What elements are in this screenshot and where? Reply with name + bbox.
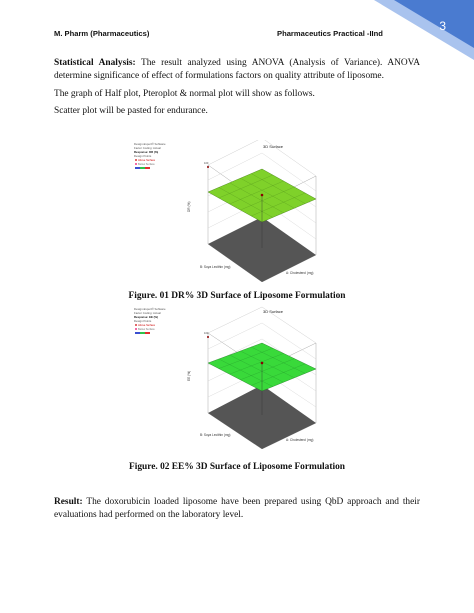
fig1-top-design-point xyxy=(207,166,209,168)
fig1-legend-response: Response: DR (%) xyxy=(134,150,159,154)
fig2-top-design-point xyxy=(207,336,209,338)
fig1-legend-above: Above Surface xyxy=(138,159,156,162)
stat-text: The result analyzed using ANOVA (Analysis of Variance). ANOVA determine significance of effect of formulations factors on quality attribute of liposome. xyxy=(54,58,420,81)
fig1-legend-gradient-mid xyxy=(140,167,145,169)
fig2-legend-gradient-high xyxy=(145,332,150,334)
fig2-legend-factor: Factor Coding: Actual xyxy=(134,311,161,315)
fig2-legend-title: Design-Expert® Software xyxy=(134,307,166,311)
figure-2-surface-plot xyxy=(126,305,342,449)
fig2-z-axis-label: EE (%) xyxy=(187,370,191,381)
fig2-x-axis-label: A: Cholesterol (mg) xyxy=(286,438,314,442)
fig1-z-axis-label: DR (%) xyxy=(187,201,191,212)
fig1-legend-below: Below Surface xyxy=(138,163,155,166)
fig2-legend-response: Response: EE (%) xyxy=(134,315,158,319)
fig2-legend-below-marker xyxy=(135,328,137,330)
fig1-legend-points: Design Points xyxy=(134,154,152,158)
fig1-legend-gradient-low xyxy=(135,167,140,169)
fig2-legend-above: Above Surface xyxy=(138,324,156,327)
fig1-x-axis-label: A: Cholesterol (mg) xyxy=(286,271,314,275)
header-left: M. Pharm (Pharmaceutics) xyxy=(54,29,150,38)
result-label: Result: xyxy=(54,497,83,507)
fig1-legend-title: Design-Expert® Software xyxy=(134,142,166,146)
fig2-legend-below: Below Surface xyxy=(138,328,155,331)
fig1-design-point xyxy=(261,194,264,197)
graph-paragraph: The graph of Half plot, Pteroplot & normal plot will show as follows. xyxy=(54,89,315,99)
fig1-legend-factor: Factor Coding: Actual xyxy=(134,146,161,150)
fig2-legend-points: Design Points xyxy=(134,319,152,323)
header-right: Pharmaceutics Practical -IInd xyxy=(277,29,383,38)
fig2-y-axis-label: B: Soya Lecithin (mg) xyxy=(200,433,231,437)
result-text: The doxorubicin loaded liposome have been prepared using QbD approach and their evaluations had performed on the laboratory level. xyxy=(54,497,420,520)
fig1-legend-below-marker xyxy=(135,163,137,165)
fig1-y-axis-label: B: Soya Lecithin (mg) xyxy=(200,265,231,269)
fig1-chart-title: 3D Surface xyxy=(263,144,284,149)
fig1-legend-gradient-high xyxy=(145,167,150,169)
fig1-z-top-label: 100 xyxy=(204,162,209,165)
scatter-paragraph: Scatter plot will be pasted for endurance. xyxy=(54,106,208,116)
fig2-chart-title: 3D Surface xyxy=(263,309,284,314)
page-number: 3 xyxy=(439,19,446,33)
figure-1-caption: Figure. 01 DR% 3D Surface of Liposome Formulation xyxy=(128,291,346,301)
figure-1-surface-plot xyxy=(126,140,342,282)
fig2-design-point xyxy=(261,362,264,365)
statistical-analysis-paragraph xyxy=(54,57,420,83)
fig2-legend-above-marker xyxy=(135,324,137,326)
figure-2-caption: Figure. 02 EE% 3D Surface of Liposome Formulation xyxy=(129,462,345,472)
result-paragraph xyxy=(54,496,420,522)
fig2-legend-gradient-low xyxy=(135,332,140,334)
fig2-legend-gradient-mid xyxy=(140,332,145,334)
fig2-z-top-label: 100 xyxy=(204,332,209,335)
stat-label: Statistical Analysis: xyxy=(54,58,136,68)
fig1-legend-above-marker xyxy=(135,159,137,161)
